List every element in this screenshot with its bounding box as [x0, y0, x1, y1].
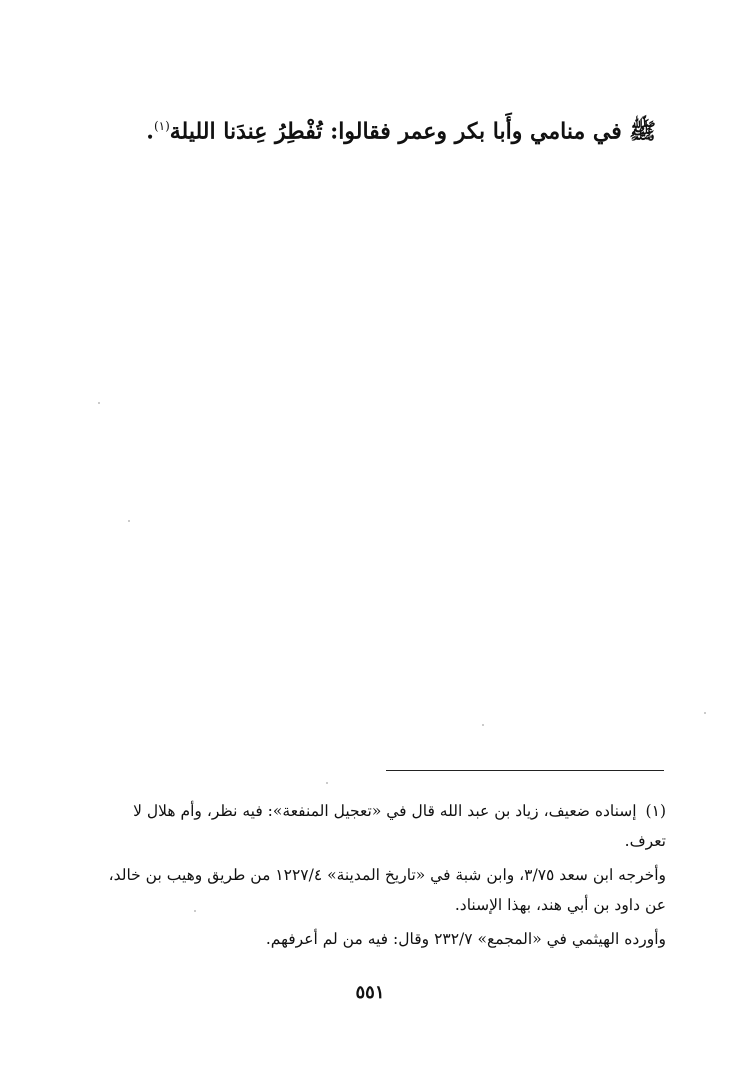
footnote-1-text: إسناده ضعيف، زياد بن عبد الله قال في «تعجيل المنفعة»: فيه نظر، وأم هلال لا تعرف. [133, 802, 666, 850]
main-text: ﷺ في منامي وأَبا بكر وعمر فقالوا: تُفْطِرُ عِندَنا الليلة [169, 118, 656, 145]
scan-speck [194, 910, 196, 912]
scan-speck [326, 782, 328, 784]
footnotes-block [106, 796, 666, 958]
footnote-2-text: وأخرجه ابن سعد ٣/٧٥، وابن شبة في «تاريخ المدينة» ١٢٢٧/٤ من طريق وهيب بن خالد، عن داود بن أبي هند، بهذا الإسناد. [108, 866, 666, 914]
footnote-reference: (١) [153, 119, 170, 133]
footnote-1 [106, 796, 666, 856]
scan-speck [98, 402, 100, 404]
footnote-3-text: وأورده الهيثمي في «المجمع» ٢٣٢/٧ وقال: فيه من لم أعرفهم. [265, 930, 666, 948]
footnote-3 [106, 924, 666, 954]
footnote-separator [386, 770, 664, 771]
scan-speck [704, 712, 706, 714]
scan-speck [482, 724, 484, 726]
main-text-end-mark: . [146, 118, 154, 145]
scan-speck [128, 520, 130, 522]
page-number: ٥٥١ [355, 982, 385, 1003]
footnote-2 [106, 860, 666, 920]
footnote-1-number: (١) [645, 802, 666, 820]
main-text-line [96, 106, 656, 151]
